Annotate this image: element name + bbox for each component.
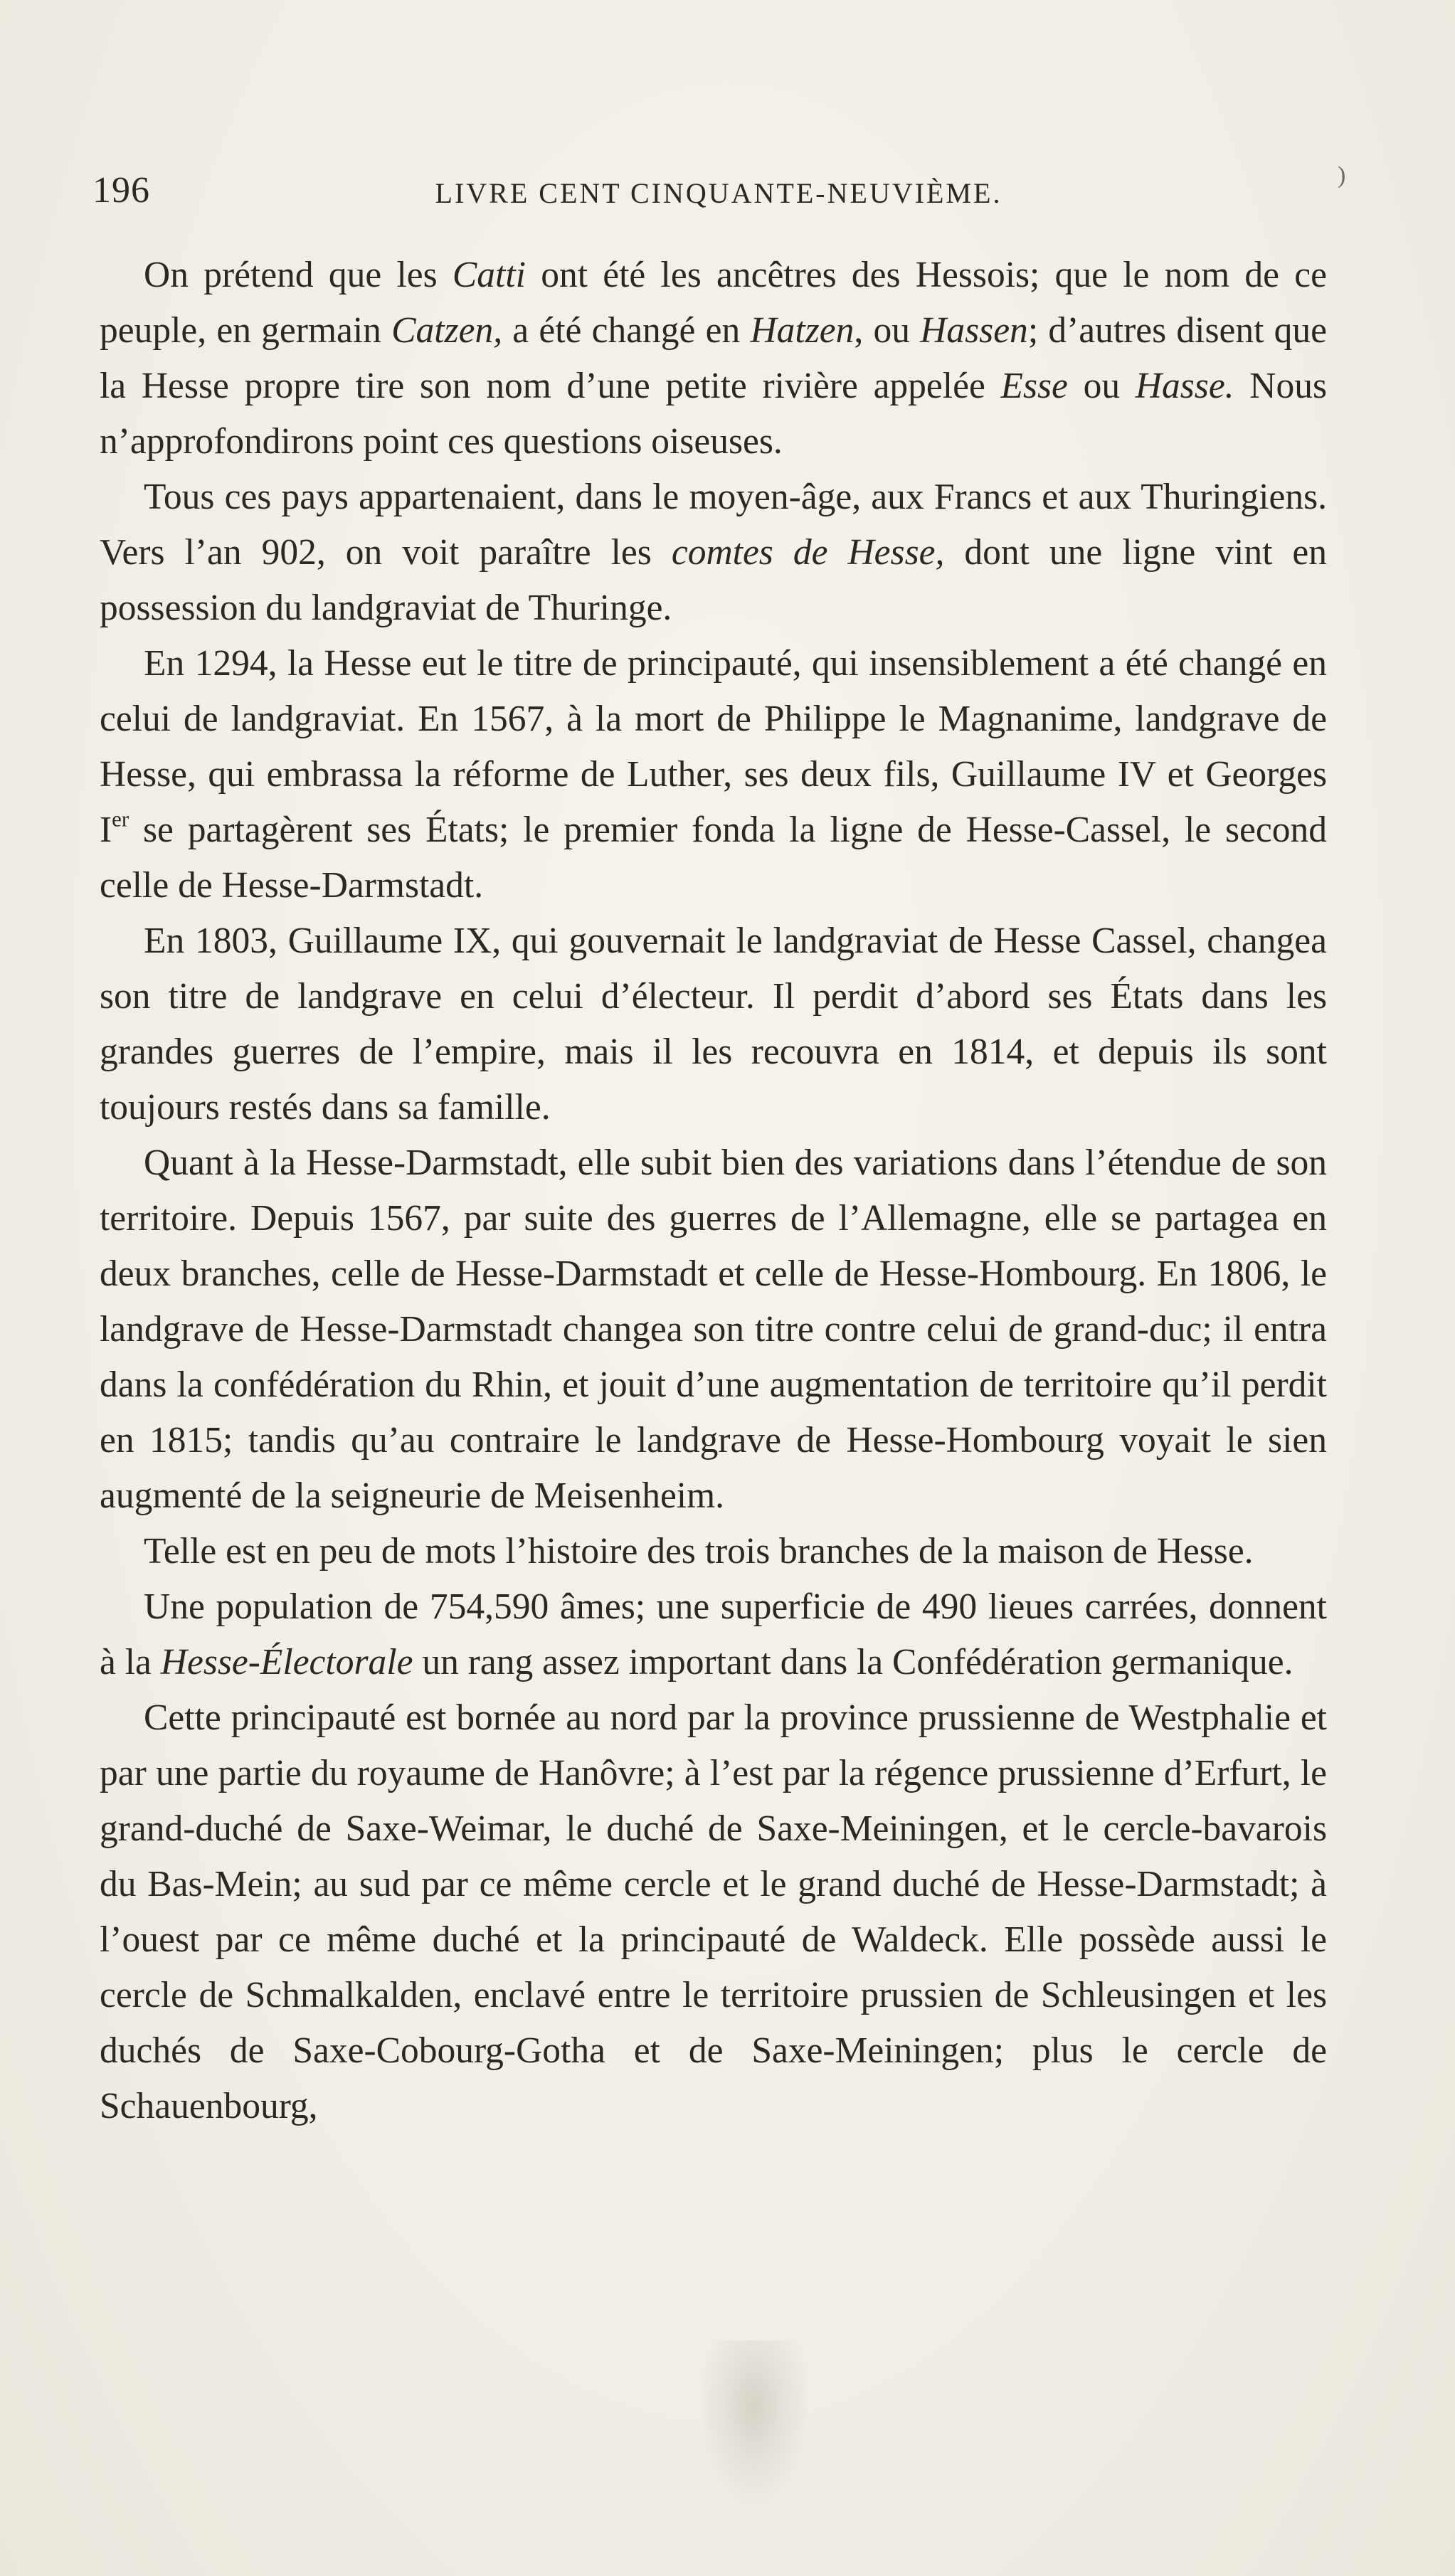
text-run: a été changé en: [502, 310, 751, 351]
text-run: ; d’autres disent que la Hesse propre tire son nom d’une petite rivière appelée: [100, 310, 1327, 406]
running-title: LIVRE CENT CINQUANTE-NEUVIÈME.: [435, 177, 1002, 209]
italic-term: Hatzen: [750, 310, 855, 351]
text-run: ont été les ancêtres des Hessois; que le nom de ce peuple, en germain: [100, 255, 1327, 351]
text-run: On prétend que les: [144, 255, 453, 295]
text-run: dont une ligne vint en possession du landgraviat de Thuringe.: [100, 532, 1327, 628]
text-run: En 1294, la Hesse eut le titre de principauté, qui insensiblement a été changé en celui de landgraviat. En 1567, à la mort de Philippe le Magnanime, landgrave de Hesse, qui embrassa la réforme de Luther, ses deux fils, Guillaume IV et Georges I: [100, 643, 1327, 850]
page-header: [92, 169, 1345, 219]
paper-smudge: [701, 2341, 808, 2504]
page-number: 196: [92, 170, 150, 211]
paragraph-telle-est: Telle est en peu de mots l’histoire des trois branches de la maison de Hesse.: [144, 1531, 1254, 1571]
italic-term: Hasse.: [1135, 366, 1234, 406]
text-run: Tous ces pays appartenaient, dans le moyen-âge, aux Francs et aux Thuringiens. Vers l’an 902, on voit paraître les: [100, 477, 1327, 573]
text-run: se partagèrent ses États; le premier fonda la ligne de Hesse-Cassel, le second celle de Hesse-Darmstadt.: [100, 810, 1327, 906]
text-run: un rang assez important dans la Confédération germanique.: [413, 1642, 1293, 1682]
italic-term: Hassen: [920, 310, 1028, 351]
text-run: , ou: [854, 310, 921, 351]
italic-term: Hesse-Électorale: [160, 1642, 413, 1682]
paragraph-catti: [100, 248, 1327, 470]
paragraph-moyen-age: [100, 470, 1327, 636]
paragraph-1294: [100, 636, 1327, 913]
paragraph-population: [100, 1579, 1327, 1690]
text-run: ou: [1067, 366, 1136, 406]
paragraph-hesse-darmstadt: Quant à la Hesse-Darmstadt, elle subit bien des variations dans l’étendue de son territoire. Depuis 1567, par suite des guerres de l’Allemagne, elle se partagea en deux branches, celle de Hesse-Darmstadt et celle de Hesse-Hombourg. En 1806, le landgrave de Hesse-Darmstadt changea son titre contre celui de grand-duc; il entra dans la confédération du Rhin, et jouit d’une augmentation de territoire qu’il perdit en 1815; tandis qu’au contraire le landgrave de Hesse-Hombourg voyait le sien augmenté de la seigneurie de Meisenheim.: [100, 1143, 1327, 1516]
italic-term: Catti: [452, 255, 526, 295]
body-text: [100, 248, 1327, 2134]
italic-term: Catzen,: [391, 310, 503, 351]
italic-term: comtes de Hesse,: [671, 532, 945, 573]
italic-term: Esse: [1000, 366, 1068, 406]
paragraph-1803: En 1803, Guillaume IX, qui gouvernait le landgraviat de Hesse Cassel, changea son titre de landgrave en celui d’électeur. Il perdit d’abord ses États dans les grandes guerres de l’empire, mais il les recouvra en 1814, et depuis ils sont toujours restés dans sa famille.: [100, 921, 1327, 1128]
superscript: er: [112, 806, 129, 832]
text-run: Nous n’approfondirons point ces questions oiseuses.: [100, 366, 1327, 462]
margin-mark: ): [1338, 162, 1346, 189]
text-run: Une population de 754,590 âmes; une superficie de 490 lieues carrées, donnent à la: [100, 1586, 1327, 1682]
paragraph-frontieres: Cette principauté est bornée au nord par la province prussienne de Westphalie et par une partie du royaume de Hanôvre; à l’est par la régence prussienne d’Erfurt, le grand-duché de Saxe-Weimar, le duché de Saxe-Meiningen, et le cercle-bavarois du Bas-Mein; au sud par ce même cercle et le grand duché de Hesse-Darmstadt; à l’ouest par ce même duché et la principauté de Waldeck. Elle possède aussi le cercle de Schmalkalden, enclavé entre le territoire prussien de Schleusingen et les duchés de Saxe-Cobourg-Gotha et de Saxe-Meiningen; plus le cercle de Schauenbourg,: [100, 1697, 1327, 2126]
